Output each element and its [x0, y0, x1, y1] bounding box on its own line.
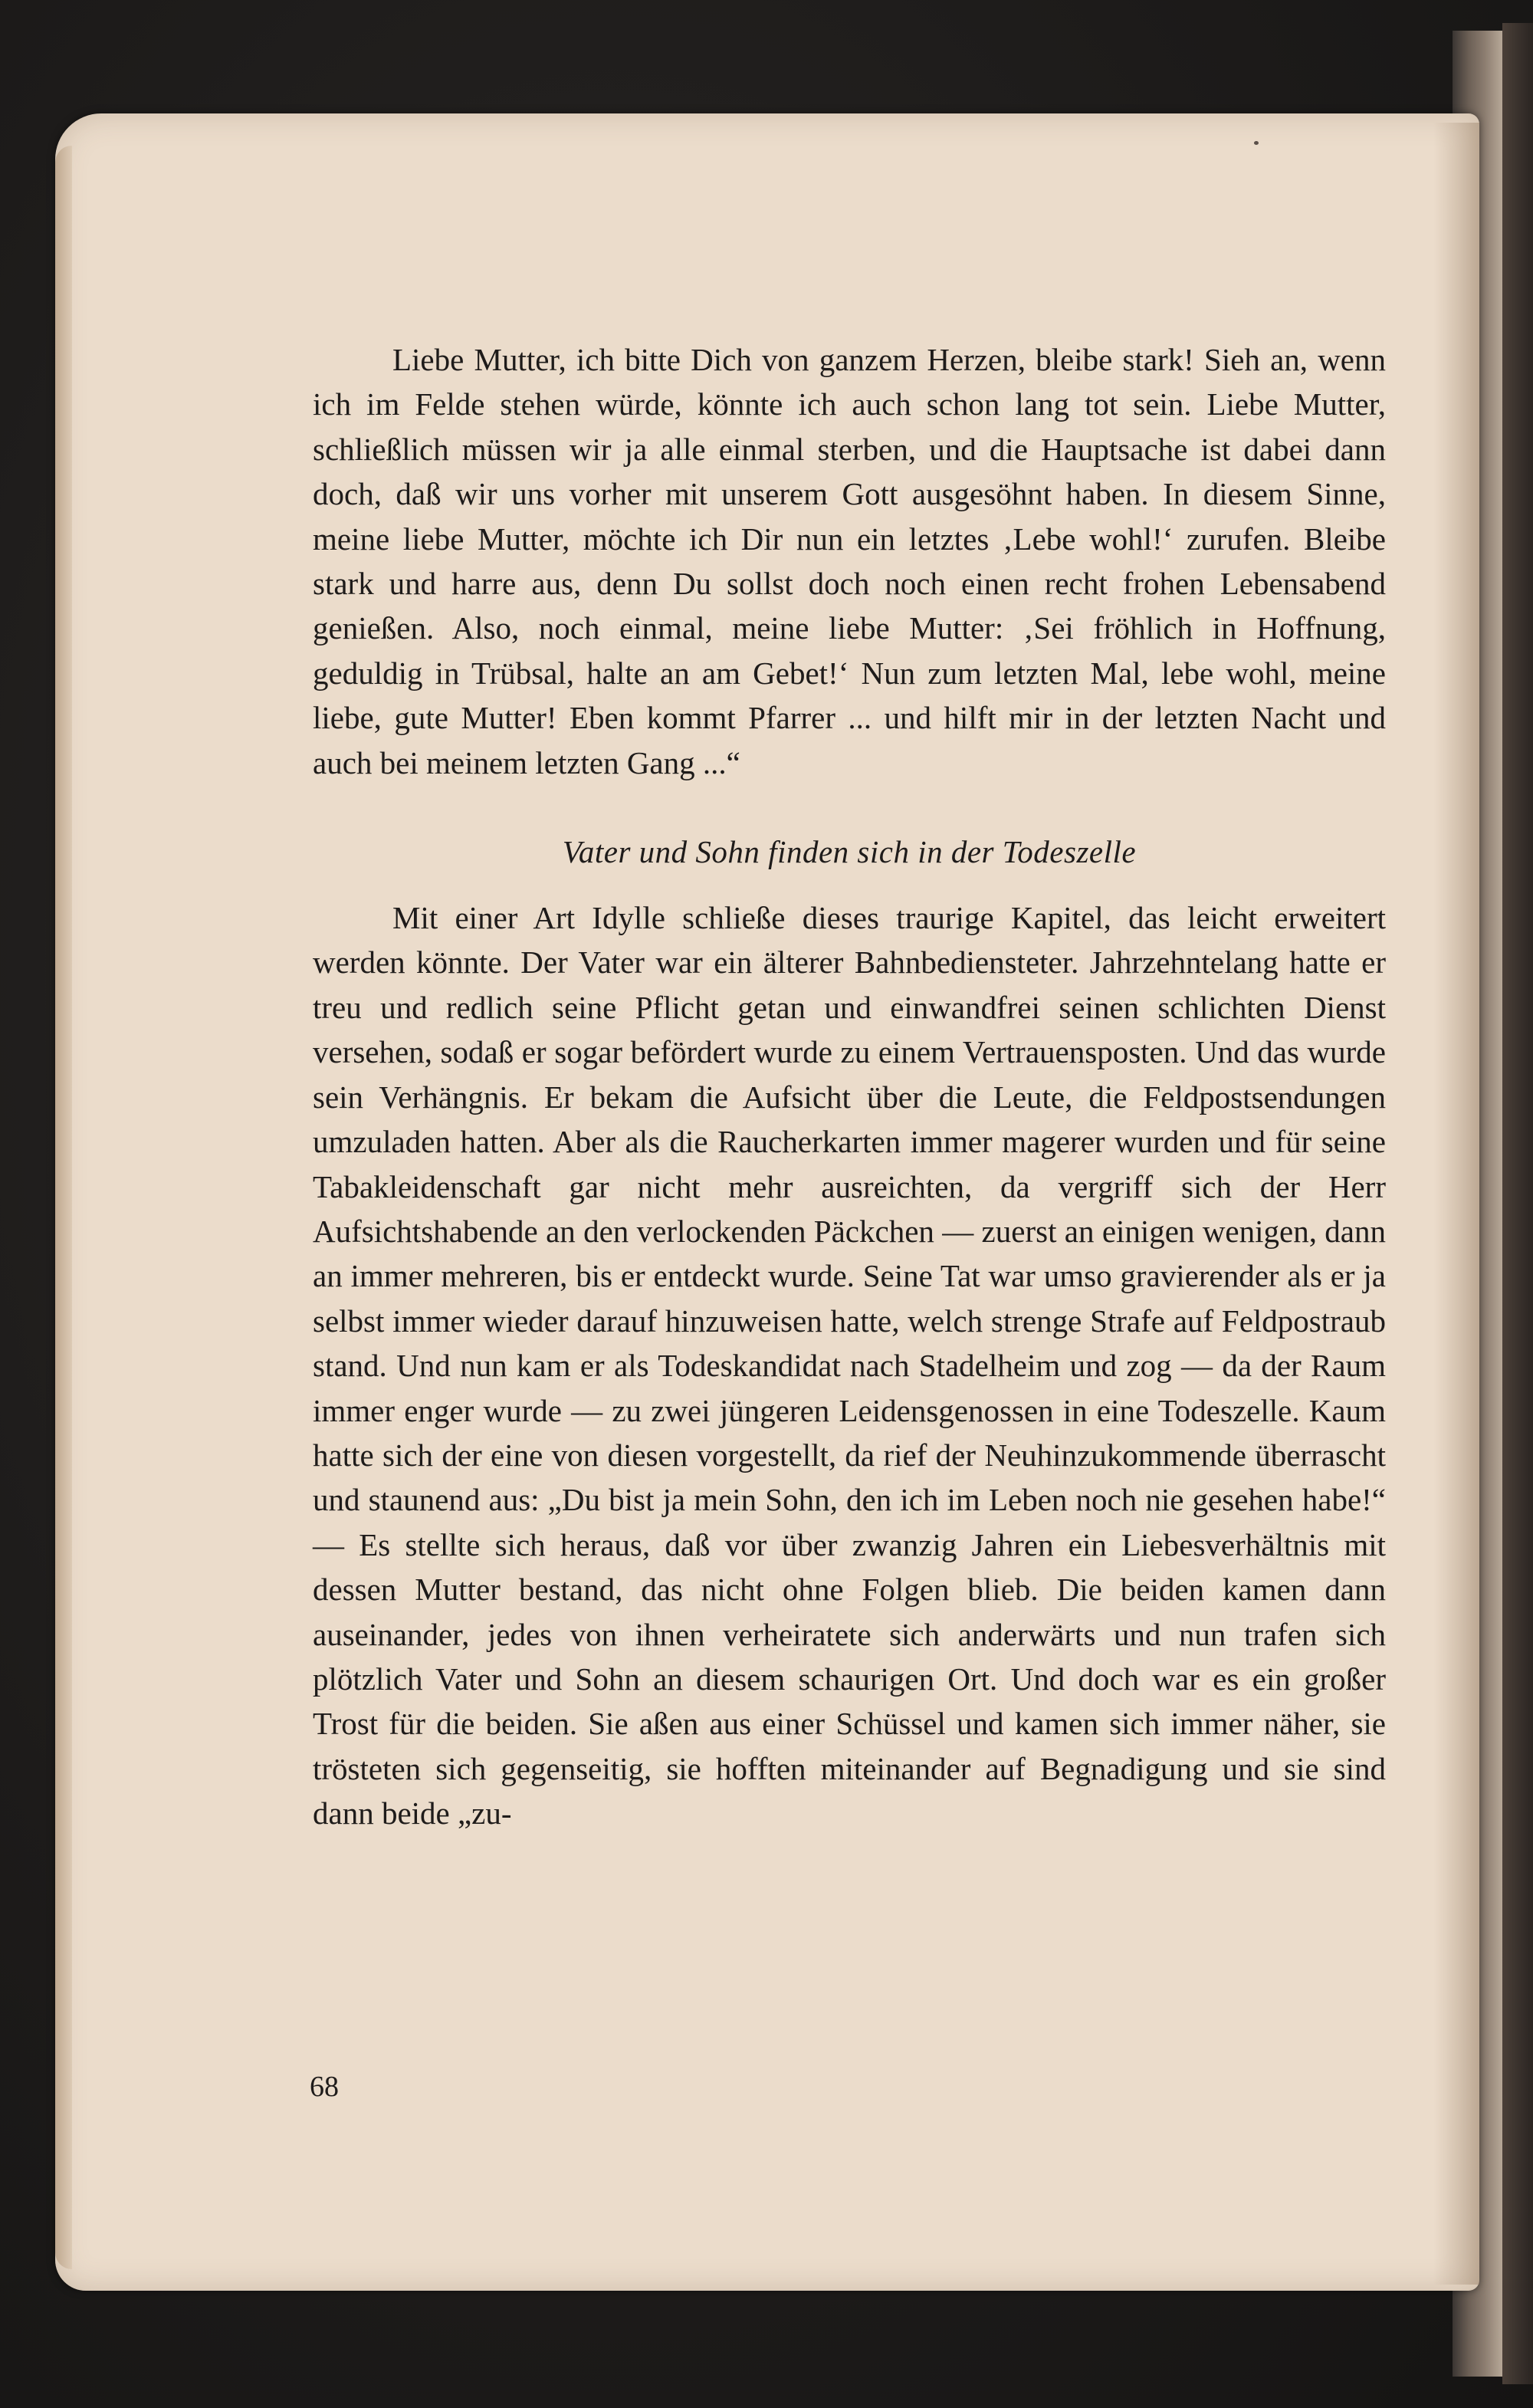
paper-speck — [1254, 141, 1259, 145]
page-number: 68 — [310, 2071, 339, 2103]
letter-paragraph: Liebe Mutter, ich bitte Dich von ganzem Herzen, bleibe stark! Sieh an, wenn ich im Felde stehen würde, könnte ich auch schon lang tot sein. Liebe Mutter, schließlich müssen wir ja alle einmal sterben, und die Hauptsache ist dabei dann doch, daß wir uns vorher mit unserem Gott ausgesöhnt haben. In diesem Sinne, meine liebe Mutter, möchte ich Dir nun ein letztes ‚Lebe wohl!‘ zurufen. Bleibe stark und harre aus, denn Du sollst doch noch einen recht frohen Lebensabend genießen. Also, noch einmal, meine liebe Mutter: ‚Sei fröhlich in Hoffnung, geduldig in Trübsal, halte an am Gebet!‘ Nun zum letzten Mal, lebe wohl, meine liebe, gute Mutter! Eben kommt Pfarrer ... und hilft mir in der letzten Nacht und auch bei meinem letzten Gang ...“ — [313, 342, 1386, 780]
story-paragraph: Mit einer Art Idylle schließe dieses traurige Kapitel, das leicht erweitert werden könnte. Der Vater war ein älterer Bahnbediensteter. Jahrzehntelang hatte er treu und redlich seine Pflicht getan und einwandfrei seinen schlichten Dienst versehen, sodaß er sogar befördert wurde zu einem Vertrauensposten. Und das wurde sein Verhängnis. Er bekam die Aufsicht über die Leute, die Feldpostsendungen umzuladen hatten. Aber als die Raucherkarten immer magerer wurden und für seine Tabakleidenschaft gar nicht mehr ausreichten, da vergriff sich der Herr Aufsichtshabende an den verlockenden Päckchen — zuerst an einigen wenigen, dann an immer mehreren, bis er entdeckt wurde. Seine Tat war umso gravierender als er ja selbst immer wieder darauf hinzuweisen hatte, welch strenge Strafe auf Feldpostraub stand. Und nun kam er als Todeskandidat nach Stadelheim und zog — da der Raum immer enger wurde — zu zwei jüngeren Leidensgenossen in eine Todeszelle. Kaum hatte sich der eine von diesen vorgestellt, da rief der Neuhinzukommende überrascht und staunend aus: „Du bist ja mein Sohn, den ich im Leben noch nie gesehen habe!“ — Es stellte sich heraus, daß vor über zwanzig Jahren ein Liebesverhältnis mit dessen Mutter bestand, das nicht ohne Folgen blieb. Die beiden kamen dann auseinander, jedes von ihnen verheiratete sich anderwärts und nun trafen sich plötzlich Vater und Sohn an diesem schaurigen Ort. Und doch war es ein großer Trost für die beiden. Sie aßen aus einer Schüssel und kamen sich immer näher, sie trösteten sich gegenseitig, sie hofften miteinander auf Begnadigung und sie sind dann beide „zu- — [313, 900, 1386, 1831]
page-gutter-edge — [55, 146, 72, 2269]
book-cover-edge — [1502, 23, 1533, 2384]
page-right-shadow — [1433, 123, 1479, 2285]
section-heading: Vater und Sohn finden sich in der Todeszelle — [562, 834, 1137, 870]
page-text-block — [313, 337, 1386, 1836]
